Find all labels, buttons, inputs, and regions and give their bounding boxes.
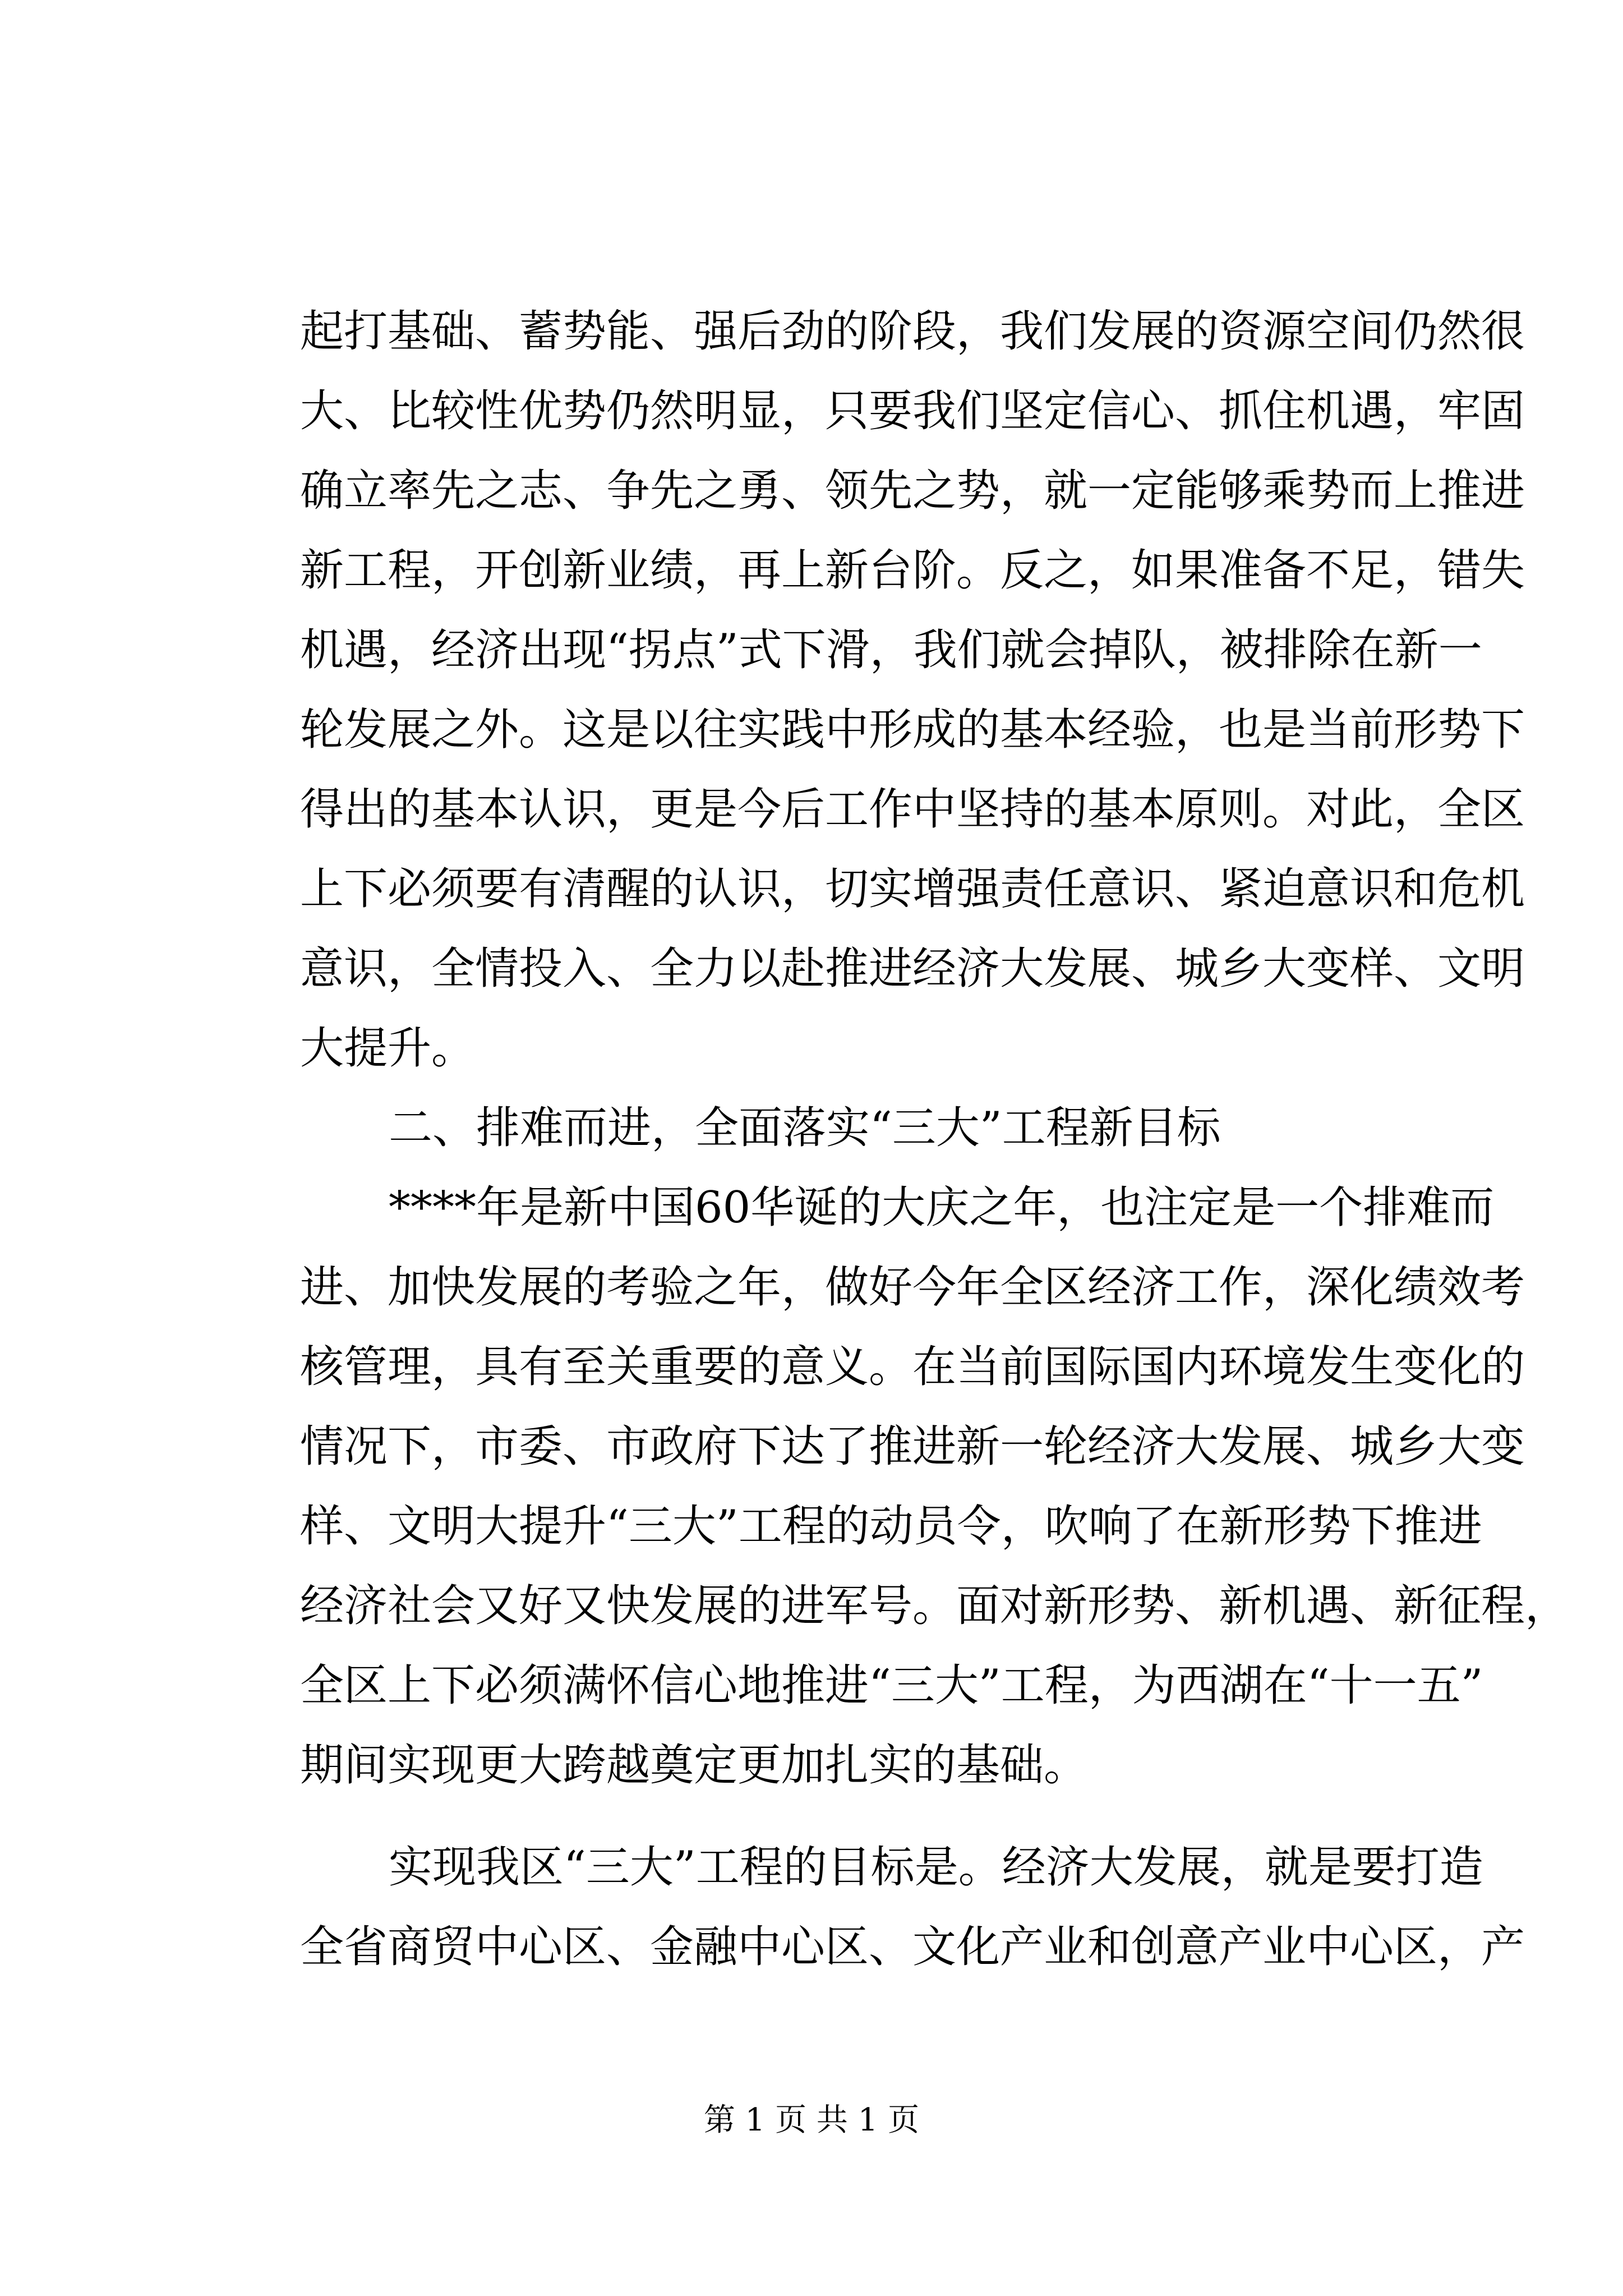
text-line: 机遇，经济出现“拐点”式下滑，我们就会掉队，被排除在新一 — [300, 625, 1482, 675]
text-line: 意识，全情投入、全力以赴推进经济大发展、城乡大变样、文明 — [300, 944, 1525, 994]
paragraph-gap — [300, 1805, 1416, 1828]
text-line: 全区上下必须满怀信心地推进“三大”工程，为西湖在“十一五” — [300, 1660, 1483, 1711]
text-line: 上下必须要有清醒的认识，切实增强责任意识、紧迫意识和危机 — [300, 864, 1525, 914]
text-line: 期间实现更大跨越奠定更加扎实的基础。 — [300, 1740, 1088, 1791]
text-line: 起打基础、蓄势能、强后劲的阶段，我们发展的资源空间仍然很 — [300, 306, 1525, 357]
text-line: 轮发展之外。这是以往实践中形成的基本经验，也是当前形势下 — [300, 705, 1525, 755]
text-line: 大提升。 — [300, 1023, 476, 1074]
paragraph-2 — [300, 1168, 1569, 1805]
text-line: ****年是新中国60华诞的大庆之年，也注定是一个排难而 — [389, 1182, 1495, 1233]
paragraph-3 — [300, 1828, 1525, 1987]
text-line: 经济社会又好又快发展的进军号。面对新形势、新机遇、新征程， — [300, 1581, 1569, 1631]
text-line: 核管理，具有至关重要的意义。在当前国际国内环境发生变化的 — [300, 1342, 1525, 1392]
text-line: 新工程，开创新业绩，再上新台阶。反之，如果准备不足，错失 — [300, 545, 1525, 596]
paragraph-1 — [300, 292, 1525, 1088]
text-line: 情况下，市委、市政府下达了推进新一轮经济大发展、城乡大变 — [300, 1421, 1525, 1472]
text-line: 进、加快发展的考验之年，做好今年全区经济工作，深化绩效考 — [300, 1262, 1525, 1313]
text-line: 全省商贸中心区、金融中心区、文化产业和创意产业中心区，产 — [300, 1922, 1525, 1972]
text-line: 得出的基本认识，更是今后工作中坚持的基本原则。对此，全区 — [300, 784, 1525, 835]
page-footer: 第 1 页 共 1 页 — [703, 2102, 920, 2138]
section-heading: 二、排难而进，全面落实“三大”工程新目标 — [389, 1103, 1221, 1153]
text-line: 实现我区“三大”工程的目标是。经济大发展，就是要打造 — [389, 1842, 1483, 1893]
text-line: 样、文明大提升“三大”工程的动员令，吹响了在新形势下推进 — [300, 1501, 1482, 1552]
text-line: 确立率先之志、争先之勇、领先之势，就一定能够乘势而上推进 — [300, 466, 1525, 516]
text-line: 大、比较性优势仍然明显，只要我们坚定信心、抓住机遇，牢固 — [300, 386, 1525, 436]
body-text — [300, 292, 1569, 1987]
